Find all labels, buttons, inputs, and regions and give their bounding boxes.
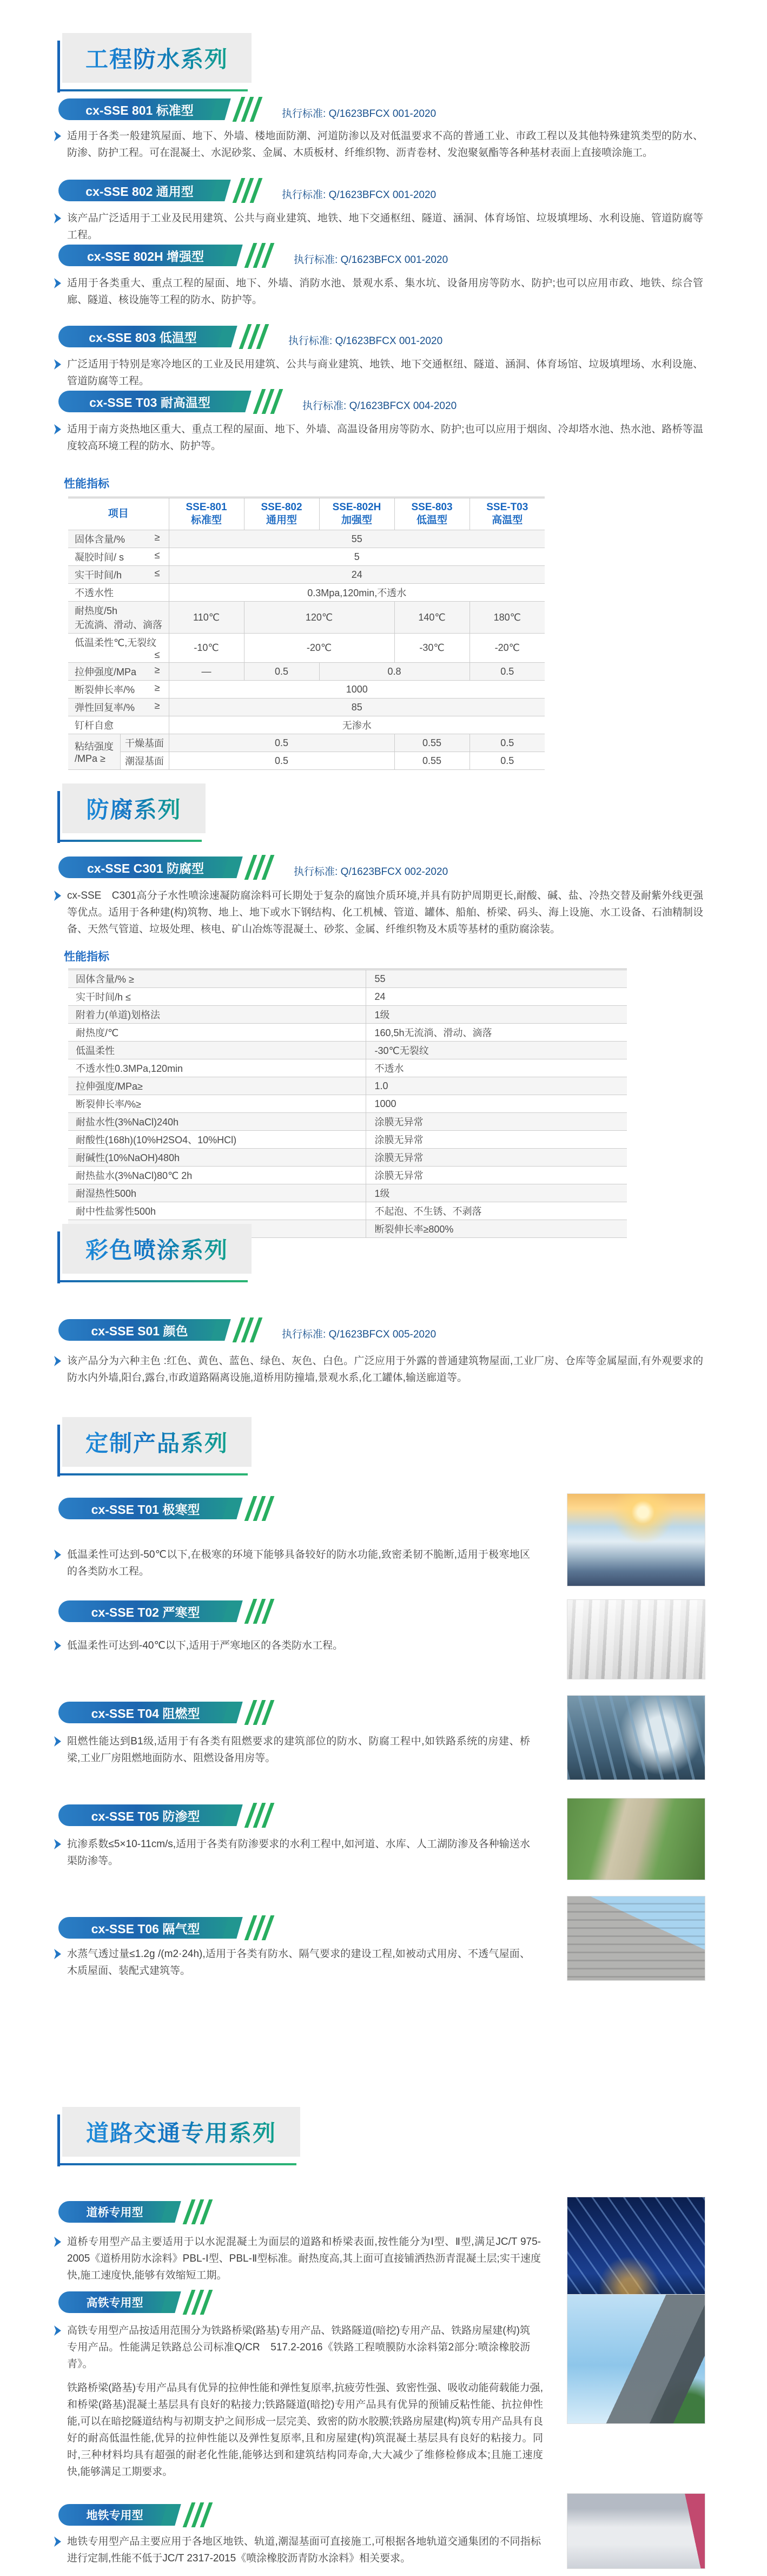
col-header-cell: SSE-802H 加强型	[319, 498, 394, 530]
label-cell: 耐湿热性500h	[68, 1184, 366, 1202]
label-cell: 附着力(单道)划格法	[68, 1006, 366, 1024]
standard-text: 执行标准: Q/1623BFCX 002-2020	[294, 866, 448, 878]
table-row	[68, 584, 545, 602]
product-desc-sse802h: 适用于各类重大、重点工程的屋面、地下、外墙、消防水池、景观水系、集水坑、设备用房等防水、防护;也可以应用市政、地铁、综合管廊、隧道、核设施等工程的防水、防护等。	[54, 275, 703, 308]
value-cell: 0.5	[244, 663, 319, 681]
table-row	[68, 752, 545, 770]
product-banner-t06	[58, 1917, 270, 1939]
bullet-arrow-icon	[54, 359, 61, 370]
label-cell: 耐盐水性(3%NaCl)240h	[68, 1113, 366, 1131]
label-cell: 耐中性盐雾性500h	[68, 1202, 366, 1220]
bullet-arrow-icon	[54, 1736, 61, 1747]
table-row	[68, 530, 545, 548]
product-banner-road-bridge	[58, 2201, 208, 2223]
section-accent-bar	[57, 1231, 60, 1283]
product-banner-t05	[58, 1804, 270, 1826]
bullet-arrow-icon	[54, 1641, 61, 1651]
value-cell: 0.8	[319, 663, 470, 681]
product-banner-sset03	[58, 391, 457, 412]
col-header-cell: SSE-803 低温型	[394, 498, 470, 530]
product-name: 地铁专用型	[86, 2509, 143, 2522]
product-desc-c301: cx-SSE C301高分子水性喷涂速凝防腐涂料可长期处于复杂的腐蚀介质环境,并具有防护周期更长,耐酸、碱、盐、冷热交替及耐紫外线更强等优点。适用于各种建(构)筑物、地上、地下或水下钢结构、化工机械、管道、罐体、船舶、桥梁、码头、海上设施、水工设备、石油精制设备、天然气管道、垃圾处理、核电、矿山冶炼等混凝土、砂浆、金属、纤维织物及木质等基材的重防腐涂装。	[54, 887, 703, 938]
label-cell: 耐热盐水(3%NaCl)80℃ 2h	[68, 1167, 366, 1184]
table-row	[68, 634, 545, 663]
value-cell: 无渗水	[169, 716, 545, 734]
product-name: cx-SSE T05 防渗型	[91, 1809, 200, 1823]
section-underline	[57, 2163, 296, 2165]
value-cell: 24	[366, 988, 627, 1006]
product-desc-sse802: 该产品广泛适用于工业及民用建筑、公共与商业建筑、地铁、地下交通枢纽、隧道、涵洞、体育场馆、垃圾填埋场、水利设施、管道防腐等工程。	[54, 210, 703, 243]
slashes-icon	[237, 178, 258, 203]
label-cell: 拉伸强度/MPa≥	[68, 1077, 366, 1095]
product-desc-t06: 水蒸气透过量≤1.2g /(m2·24h),适用于各类有防水、隔气要求的建设工程,如被动式用房、不透气屋面、木质屋面、装配式建筑等。	[54, 1946, 530, 1979]
section-accent-bar	[57, 2114, 60, 2166]
table-header-row	[68, 498, 545, 530]
product-name: cx-SSE T06 隔气型	[91, 1921, 200, 1936]
value-cell: 涂膜无异常	[366, 1131, 627, 1149]
value-cell: 1000	[366, 1095, 627, 1113]
section-title-box	[62, 2107, 300, 2157]
label-cell: 断裂伸长率/%≥	[68, 1095, 366, 1113]
slashes-icon	[249, 1803, 270, 1828]
table-row	[68, 734, 545, 752]
value-cell: -30℃无裂纹	[366, 1042, 627, 1059]
value-cell: -10℃	[169, 634, 244, 663]
table-row	[68, 716, 545, 734]
label-cell: 固体含量/% ≥	[68, 530, 169, 548]
bullet-arrow-icon	[54, 1550, 61, 1560]
value-cell: 55	[366, 970, 627, 988]
product-desc-sse803: 广泛适用于特别是寒冷地区的工业及民用建筑、公共与商业建筑、地铁、地下交通枢纽、隧道、涵洞、体育场馆、垃圾填埋场、水利设施、管道防腐等工程。	[54, 356, 703, 390]
performance-table-1	[68, 497, 545, 770]
section-title-box	[62, 1224, 252, 1274]
section-header-custom-products	[57, 1417, 252, 1467]
section-title: 工程防水系列	[85, 42, 228, 74]
product-pill	[58, 326, 227, 347]
value-cell: 0.55	[394, 734, 470, 752]
bullet-arrow-icon	[54, 1949, 61, 1959]
label-cell: 不透水性	[68, 584, 169, 602]
product-banner-t04	[58, 1702, 270, 1723]
product-name: cx-SSE 802H 增强型	[87, 249, 204, 263]
value-cell: 0.5	[470, 752, 545, 770]
value-cell: 0.5	[470, 734, 545, 752]
section-accent-bar	[57, 41, 60, 93]
bullet-arrow-icon	[54, 131, 61, 141]
slashes-icon	[187, 2199, 208, 2224]
standard-text: 执行标准: Q/1623BFCX 001-2020	[288, 335, 443, 347]
bullet-arrow-icon	[54, 2537, 61, 2547]
product-name: cx-SSE C301 防腐型	[87, 861, 204, 875]
label-cell: 钉杆自愈	[68, 716, 169, 734]
table-row	[68, 663, 545, 681]
product-banner-sse801	[58, 98, 436, 120]
value-cell: 180℃	[470, 602, 545, 634]
label-cell: 低温柔性℃,无裂纹 ≤	[68, 634, 169, 663]
value-cell: 1级	[366, 1006, 627, 1024]
photo-bridge-night	[567, 2197, 705, 2300]
product-banner-highspeed-rail	[58, 2291, 208, 2313]
value-cell: -20℃	[244, 634, 394, 663]
product-banner-s01	[58, 1319, 436, 1341]
section-title: 道路交通专用系列	[86, 2116, 276, 2148]
section-underline	[57, 840, 202, 842]
label-cell: 固体含量/% ≥	[68, 970, 366, 988]
product-name: cx-SSE T03 耐高温型	[89, 395, 210, 410]
table-row	[68, 602, 545, 634]
product-pill	[58, 1319, 221, 1341]
value-cell: 0.55	[394, 752, 470, 770]
photo-extreme-cold	[567, 1493, 705, 1586]
label-cell: 耐热度/℃	[68, 1024, 366, 1042]
product-name: cx-SSE 801 标准型	[85, 103, 194, 117]
section-underline	[57, 89, 248, 91]
product-desc-metro: 地铁专用型产品主要应用于各地区地铁、轨道,潮湿基面可直接施工,可根据各地轨道交通集团的不同指标进行定制,性能不低于JC/T 2317-2015《喷涂橡胶沥青防水涂料》相关要求。	[54, 2533, 541, 2567]
product-name: 道桥专用型	[86, 2206, 143, 2219]
product-pill	[58, 180, 221, 201]
slashes-icon	[187, 2290, 208, 2315]
table-row	[68, 1149, 627, 1167]
table-row	[68, 566, 545, 584]
product-banner-sse803	[58, 326, 442, 347]
label-cell: 耐酸性(168h)(10%H2SO4、10%HCl)	[68, 1131, 366, 1149]
photo-flame-retardant	[567, 1695, 705, 1780]
slashes-icon	[257, 389, 279, 414]
label-cell: 不透水性0.3MPa,120min	[68, 1059, 366, 1077]
product-desc-t02: 低温柔性可达到-40℃以下,适用于严寒地区的各类防水工程。	[54, 1637, 530, 1654]
value-cell: 1000	[169, 681, 545, 699]
table-row	[68, 1131, 627, 1149]
slashes-icon	[249, 1915, 270, 1940]
bullet-arrow-icon	[54, 1839, 61, 1849]
product-pill	[58, 2201, 171, 2223]
section-header-anticorrosion	[57, 783, 206, 833]
label-cell: 实干时间/h ≤	[68, 566, 169, 584]
slashes-icon	[237, 97, 258, 122]
label-cell: 耐碱性(10%NaOH)480h	[68, 1149, 366, 1167]
standard-text: 执行标准: Q/1623BFCX 001-2020	[282, 108, 437, 120]
slashes-icon	[249, 1599, 270, 1624]
col-header-cell: SSE-802 通用型	[244, 498, 319, 530]
value-cell: 0.5	[169, 752, 394, 770]
value-cell: 120℃	[244, 602, 394, 634]
performance-heading-2: 性能指标	[64, 951, 109, 963]
value-cell: 0.5	[169, 734, 394, 752]
bullet-arrow-icon	[54, 2237, 61, 2247]
section-header-road-traffic	[57, 2107, 300, 2157]
photo-severe-cold	[567, 1599, 705, 1679]
section-title: 彩色喷涂系列	[85, 1233, 228, 1265]
value-cell: 不起泡、不生锈、不剥落	[366, 1202, 627, 1220]
standard-text: 执行标准: Q/1623BFCX 004-2020	[302, 400, 457, 412]
col-header-cell: SSE-T03 高温型	[470, 498, 545, 530]
table-row	[68, 988, 627, 1006]
product-desc-sset03: 适用于南方炎热地区重大、重点工程的屋面、地下、外墙、高温设备用房等防水、防护;也可以应用于烟囱、冷却塔水池、热水池、路桥等温度较高环境工程的防水、防护等。	[54, 421, 703, 454]
slashes-icon	[237, 1317, 258, 1342]
product-desc-t01: 低温柔性可达到-50℃以下,在极寒的环境下能够具备较好的防水功能,致密柔韧不脆断,适用于极寒地区的各类防水工程。	[54, 1546, 530, 1580]
slashes-icon	[249, 1700, 270, 1725]
product-name: cx-SSE 802 通用型	[85, 184, 194, 199]
product-name: 高铁专用型	[86, 2297, 143, 2309]
table-row	[68, 1113, 627, 1131]
label-cell: 拉伸强度/MPa ≥	[68, 663, 169, 681]
value-cell: -30℃	[394, 634, 470, 663]
value-cell: 140℃	[394, 602, 470, 634]
value-cell: 涂膜无异常	[366, 1149, 627, 1167]
value-cell: 不透水	[366, 1059, 627, 1077]
photo-rail-viaduct	[567, 2294, 705, 2424]
product-pill	[58, 2504, 171, 2526]
table-row	[68, 1059, 627, 1077]
photo-anti-seepage	[567, 1798, 705, 1880]
product-banner-t01	[58, 1498, 270, 1519]
product-pill	[58, 98, 221, 120]
table-row	[68, 1167, 627, 1184]
table-row	[68, 1077, 627, 1095]
product-desc-highspeed-rail-1: 高铁专用型产品按适用范围分为铁路桥梁(路基)专用产品、铁路隧道(暗挖)专用产品、铁路房屋建(构)筑专用产品。性能满足铁路总公司标准Q/CR 517.2-2016《铁路工程喷膜防水涂料第2部分:喷涂橡胶沥青》。	[54, 2322, 530, 2373]
value-cell: 5	[169, 548, 545, 566]
product-name: cx-SSE 803 低温型	[89, 330, 197, 345]
product-name: cx-SSE T02 严寒型	[91, 1605, 200, 1619]
bullet-arrow-icon	[54, 2325, 61, 2336]
product-pill	[58, 2291, 171, 2313]
product-pill	[58, 857, 233, 878]
photo-gas-barrier	[567, 1896, 705, 1981]
product-pill	[58, 1702, 233, 1723]
product-desc-sse801: 适用于各类一般建筑屋面、地下、外墙、楼地面防潮、河道防渗以及对低温要求不高的普通工业、市政工程以及其他特殊建筑类型的防水、防渗、防护工程。可在混凝土、水泥砂浆、金属、木质板材、纤维织物、沥青卷材、发泡聚氨酯等各种基材表面上直接喷涂施工。	[54, 128, 703, 161]
section-title-box	[62, 33, 252, 83]
table-row	[68, 970, 627, 988]
slashes-icon	[187, 2502, 208, 2527]
product-desc-highspeed-rail-2: 铁路桥梁(路基)专用产品具有优异的拉伸性能和弹性复原率,抗疲劳性强、致密性强、吸收动能荷载能力强,和桥梁(路基)混凝土基层具有良好的粘接力;铁路隧道(暗挖)专用产品具有优异的预铺反粘性能、抗拉伸性能,可以在暗挖隧道结构与初期支护之间形成一层完美、致密的防水胶膜;铁路房屋建(构)筑专用产品具有良好的耐高低温性能,优异的拉伸性能以及弹性复原率,且和房屋建(构)筑混凝土基层具有良好的粘接力。同时,三种材料均具有超强的耐老化性能,能够达到和建筑结构同寿命,大大减少了维修检修成本;且施工速度快,能够满足工期要求。	[67, 2382, 543, 2478]
table-row	[68, 1042, 627, 1059]
value-cell: 0.5	[470, 663, 545, 681]
product-banner-metro	[58, 2504, 208, 2526]
table-row	[68, 1184, 627, 1202]
sub-label-cell: 干燥基面	[120, 734, 169, 752]
table-row	[68, 1006, 627, 1024]
label-cell: 实干时间/h ≤	[68, 988, 366, 1006]
standard-text: 执行标准: Q/1623BFCX 001-2020	[282, 189, 437, 201]
label-cell: 耐热度/5h 无流淌、滑动、滴落	[68, 602, 169, 634]
product-banner-t02	[58, 1600, 270, 1622]
section-header-engineering-waterproof	[57, 33, 252, 83]
performance-heading-1: 性能指标	[64, 478, 109, 490]
section-underline	[57, 1280, 248, 1282]
value-cell: 85	[169, 699, 545, 716]
product-desc-road-bridge: 道桥专用型产品主要适用于以水泥混凝土为面层的道路和桥梁表面,按性能分为Ⅰ型、Ⅱ型,满足JC/T 975-2005《道桥用防水涂料》PBL-Ⅰ型、PBL-Ⅱ型标准。耐热度高,其上面可直接铺洒热沥青混凝土层;实干速度快,施工速度快,能够有效缩短工期。	[54, 2234, 541, 2284]
col-header-cell: SSE-801 标准型	[169, 498, 244, 530]
product-pill	[58, 245, 233, 266]
value-cell: -20℃	[470, 634, 545, 663]
label-cell: 弹性回复率/% ≥	[68, 699, 169, 716]
table-row	[68, 1024, 627, 1042]
bullet-arrow-icon	[54, 891, 61, 901]
label-cell: 低温柔性	[68, 1042, 366, 1059]
product-pill	[58, 391, 241, 412]
product-pill	[58, 1600, 233, 1622]
value-cell: 110℃	[169, 602, 244, 634]
value-cell: 断裂伸长率≥800%	[366, 1220, 627, 1238]
label-cell: 粘结强度 /MPa ≥	[68, 734, 120, 770]
product-name: cx-SSE T01 极寒型	[91, 1502, 200, 1517]
product-pill	[58, 1804, 233, 1826]
value-cell: 1级	[366, 1184, 627, 1202]
standard-text: 执行标准: Q/1623BFCX 005-2020	[282, 1329, 437, 1340]
product-pill	[58, 1498, 233, 1519]
section-title: 防腐系列	[86, 792, 181, 825]
bullet-arrow-icon	[54, 424, 61, 434]
table-row	[68, 1202, 627, 1220]
bullet-arrow-icon	[54, 1356, 61, 1366]
value-cell: —	[169, 663, 244, 681]
section-underline	[57, 1473, 248, 1475]
item-header-cell: 项目	[68, 498, 169, 530]
section-title: 定制产品系列	[85, 1426, 228, 1458]
value-cell: 55	[169, 530, 545, 548]
performance-table-2	[68, 969, 627, 1238]
slashes-icon	[249, 855, 270, 880]
slashes-icon	[243, 324, 265, 349]
photo-metro-station	[567, 2493, 705, 2569]
bullet-arrow-icon	[54, 213, 61, 223]
table-row	[68, 1095, 627, 1113]
label-cell: 断裂伸长率/% ≥	[68, 681, 169, 699]
product-banner-sse802h	[58, 245, 448, 266]
table-row	[68, 548, 545, 566]
standard-text: 执行标准: Q/1623BFCX 001-2020	[294, 254, 448, 266]
section-title-box	[62, 1417, 252, 1467]
product-desc-t04: 阻燃性能达到B1级,适用于有各类有阻燃要求的建筑部位的防水、防腐工程中,如铁路系统的房建、桥梁,工业厂房阻燃地面防水、阻燃设备用房等。	[54, 1733, 530, 1767]
value-cell: 0.3Mpa,120min,不透水	[169, 584, 545, 602]
value-cell: 涂膜无异常	[366, 1167, 627, 1184]
sub-label-cell: 潮湿基面	[120, 752, 169, 770]
section-title-box	[62, 783, 206, 833]
section-header-color-spray	[57, 1224, 252, 1274]
value-cell: 24	[169, 566, 545, 584]
product-pill	[58, 1917, 233, 1939]
table-row	[68, 681, 545, 699]
table-row	[68, 699, 545, 716]
product-name: cx-SSE S01 颜色	[91, 1323, 188, 1338]
slashes-icon	[249, 1496, 270, 1521]
slashes-icon	[249, 243, 270, 268]
section-accent-bar	[57, 791, 60, 843]
product-banner-c301	[58, 857, 448, 878]
value-cell: 涂膜无异常	[366, 1113, 627, 1131]
product-desc-t05: 抗渗系数≤5×10-11cm/s,适用于各类有防渗要求的水利工程中,如河道、水库、人工湖防渗及各种输送水渠防渗等。	[54, 1836, 530, 1869]
product-desc-s01: 该产品分为六种主色 :红色、黄色、蓝色、绿色、灰色、白色。广泛应用于外露的普通建筑物屋面,工业厂房、仓库等金属屋面,有外观要求的防水内外墙,阳台,露台,市政道路隔离设施,道桥用防撞墙,景观水系,化工罐体,输送廊道等。	[54, 1353, 703, 1386]
product-banner-sse802	[58, 180, 436, 201]
label-cell: 凝胶时间/ s ≤	[68, 548, 169, 566]
value-cell: 1.0	[366, 1077, 627, 1095]
product-name: cx-SSE T04 阻燃型	[91, 1706, 200, 1721]
section-accent-bar	[57, 1425, 60, 1477]
value-cell: 160,5h无流淌、滑动、滴落	[366, 1024, 627, 1042]
bullet-arrow-icon	[54, 278, 61, 288]
